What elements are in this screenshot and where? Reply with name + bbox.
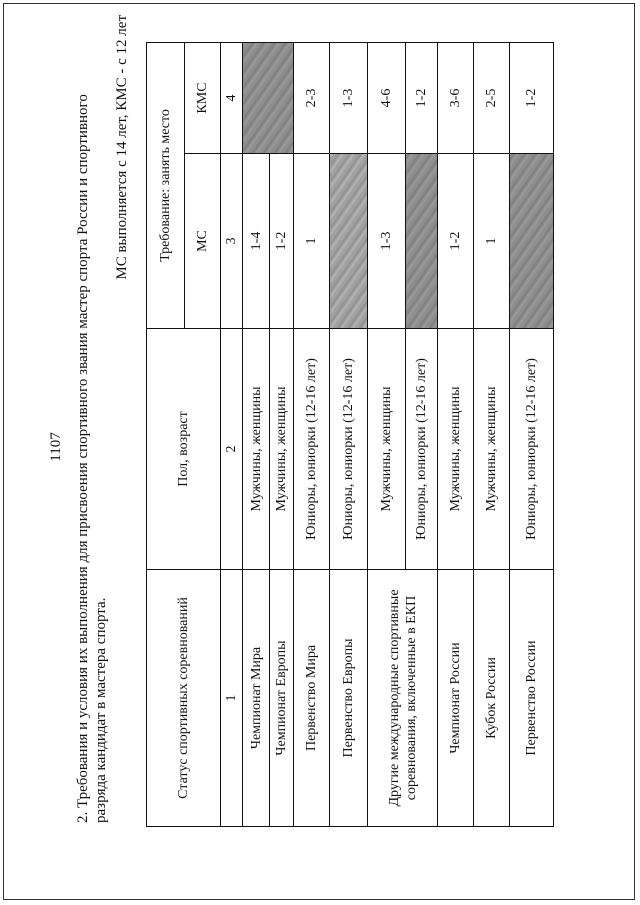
- column-number: 2: [221, 329, 243, 570]
- status-cell: Первенство России: [510, 570, 554, 827]
- table-row: [510, 43, 554, 827]
- gender-cell: Мужчины, женщины: [474, 329, 510, 570]
- gender-cell: Мужчины, женщины: [270, 329, 294, 570]
- header-requirement: Требование: занять место: [147, 43, 185, 329]
- intro-paragraph: 2. Требования и условия их выполнения для присвоения спортивного звания мастер спорта России и спортивного разряда кандидат в мастера спорта.: [75, 94, 109, 823]
- ms-cell: 1-3: [368, 154, 406, 329]
- age-note: МС выполняется с 14 лет, КМС - с 12 лет: [114, 15, 130, 280]
- header-gender-age: Пол, возраст: [147, 329, 221, 570]
- status-cell: Кубок России: [474, 570, 510, 827]
- gender-cell: Мужчины, женщины: [368, 329, 406, 570]
- kms-cell: 1-2: [406, 43, 438, 154]
- table-row: [438, 43, 474, 827]
- status-cell: Первенство Европы: [330, 570, 368, 827]
- gender-cell: Юниоры, юниорки (12-16 лет): [330, 329, 368, 570]
- gender-cell: Юниоры, юниорки (12-16 лет): [406, 329, 438, 570]
- table-row: [330, 43, 368, 827]
- ms-cell: 1: [294, 154, 330, 329]
- header-kms: КМС: [185, 43, 221, 154]
- ms-cell: 1-2: [438, 154, 474, 329]
- status-cell: Другие международные спортивные соревнования, включенные в ЕКП: [368, 570, 438, 827]
- ms-shaded-cell: [510, 154, 554, 329]
- header-row: [147, 43, 185, 827]
- table-row: [243, 43, 270, 827]
- table-row: [368, 43, 406, 827]
- table-row: [474, 43, 510, 827]
- kms-cell: 2-5: [474, 43, 510, 154]
- table-row: [294, 43, 330, 827]
- gender-cell: Юниоры, юниорки (12-16 лет): [510, 329, 554, 570]
- gender-cell: Юниоры, юниорки (12-16 лет): [294, 329, 330, 570]
- kms-cell: 3-6: [438, 43, 474, 154]
- status-cell: Первенство Мира: [294, 570, 330, 827]
- gender-cell: Мужчины, женщины: [438, 329, 474, 570]
- header-ms: МС: [185, 154, 221, 329]
- header-status: Статус спортивных соревнований: [147, 570, 221, 827]
- column-number: 1: [221, 570, 243, 827]
- gender-cell: Мужчины, женщины: [243, 329, 270, 570]
- ms-cell: 1-4: [243, 154, 270, 329]
- kms-cell: 2-3: [294, 43, 330, 154]
- column-number-row: [221, 43, 243, 827]
- kms-cell: 1-3: [330, 43, 368, 154]
- column-number: 3: [221, 154, 243, 329]
- column-number: 4: [221, 43, 243, 154]
- table-row: [270, 43, 294, 827]
- status-cell: Чемпионат Европы: [270, 570, 294, 827]
- kms-cell: 1-2: [510, 43, 554, 154]
- ms-cell: 1: [474, 154, 510, 329]
- ms-shaded-cell: [330, 154, 368, 329]
- kms-cell: 4-6: [368, 43, 406, 154]
- status-cell: Чемпионат Мира: [243, 570, 270, 827]
- page-number: 1107: [48, 432, 64, 462]
- status-cell: Чемпионат России: [438, 570, 474, 827]
- requirements-table: [146, 42, 554, 827]
- ms-shaded-cell: [406, 154, 438, 329]
- ms-cell: 1-2: [270, 154, 294, 329]
- kms-shaded-cell: [243, 43, 294, 154]
